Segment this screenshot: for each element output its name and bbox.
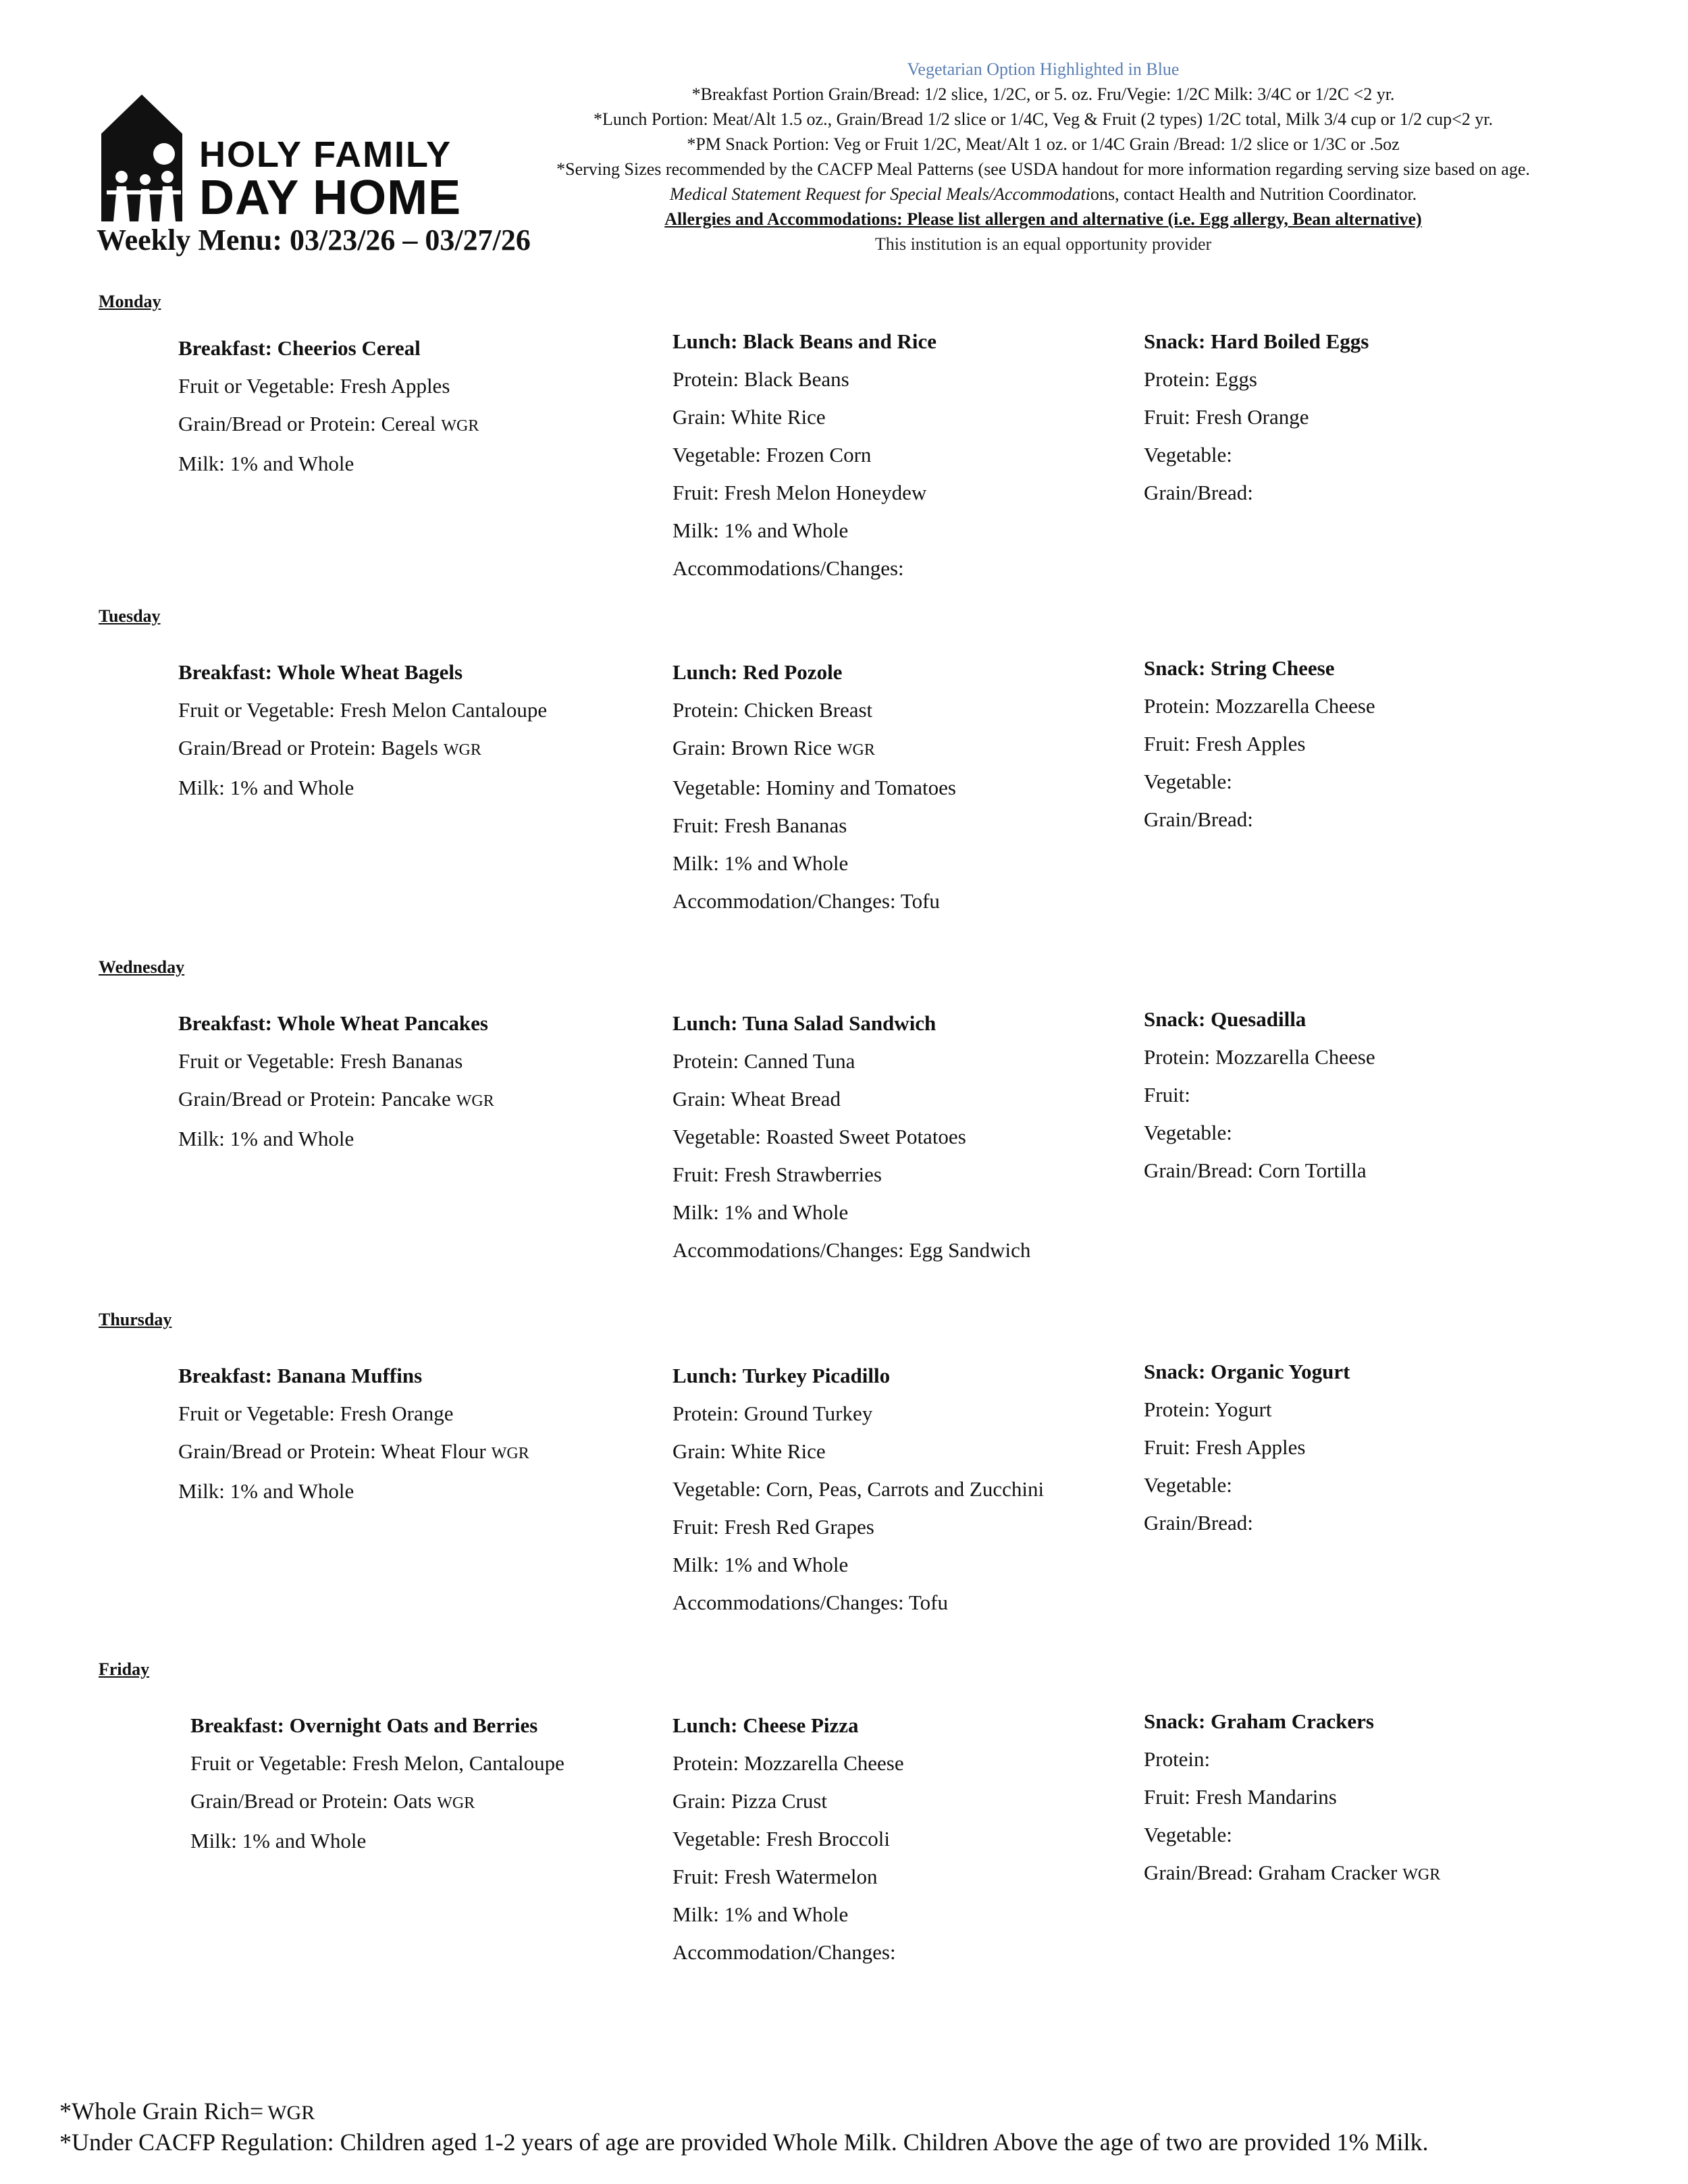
lunch-protein: Protein: Black Beans [672, 367, 849, 391]
lunch-grain-text: Grain: Brown Rice [672, 736, 832, 760]
breakfast-milk: Milk: 1% and Whole [178, 1127, 354, 1150]
lunch-title: Lunch: Tuna Salad Sandwich [672, 1011, 937, 1035]
pm-snack-portion-note: *PM Snack Portion: Veg or Fruit 1/2C, Meat/Alt 1 oz. or 1/4C Grain /Bread: 1/2 slice or 1/3C or .5oz [687, 134, 1400, 154]
lunch-title: Lunch: Red Pozole [672, 660, 843, 684]
lunch-milk: Milk: 1% and Whole [672, 518, 849, 542]
lunch-fruit: Fruit: Fresh Strawberries [672, 1163, 882, 1186]
lunch-accommodations: Accommodations/Changes: [672, 556, 904, 580]
lunch-protein: Protein: Ground Turkey [672, 1402, 873, 1425]
lunch-vegetable: Vegetable: Frozen Corn [672, 443, 872, 467]
friday-breakfast [190, 1707, 564, 1860]
wgr-label: WGR [491, 1445, 529, 1462]
snack-fruit: Fruit: Fresh Orange [1144, 405, 1309, 429]
snack-grain-text: Grain/Bread: Graham Cracker [1144, 1861, 1398, 1884]
equal-opportunity-note: This institution is an equal opportunity provider [874, 234, 1212, 254]
wednesday-snack [1144, 1001, 1375, 1190]
snack-protein: Protein: [1144, 1747, 1211, 1771]
lunch-accommodations: Accommodation/Changes: [672, 1940, 896, 1964]
snack-title: Snack: String Cheese [1144, 656, 1335, 680]
lunch-grain: Grain: Pizza Crust [672, 1789, 828, 1813]
lunch-protein: Protein: Canned Tuna [672, 1049, 855, 1073]
lunch-milk: Milk: 1% and Whole [672, 1902, 849, 1926]
breakfast-grain-text: Grain/Bread or Protein: Oats [190, 1789, 432, 1813]
tuesday-snack [1144, 649, 1375, 838]
breakfast-milk: Milk: 1% and Whole [190, 1829, 367, 1853]
wednesday-lunch [672, 1005, 1030, 1269]
lunch-protein: Protein: Mozzarella Cheese [672, 1751, 904, 1775]
snack-grain [1144, 1854, 1440, 1894]
lunch-fruit: Fruit: Fresh Watermelon [672, 1865, 878, 1888]
wgr-label: WGR [441, 417, 479, 435]
snack-title: Snack: Graham Crackers [1144, 1709, 1374, 1733]
breakfast-title: Breakfast: Cheerios Cereal [178, 336, 421, 360]
breakfast-grain-protein [178, 729, 547, 769]
lunch-title: Lunch: Black Beans and Rice [672, 329, 937, 353]
lunch-title: Lunch: Turkey Picadillo [672, 1364, 891, 1387]
serving-sizes-end-text: ons, contact Health and Nutrition Coordinator. [1090, 184, 1417, 204]
breakfast-title: Breakfast: Whole Wheat Pancakes [178, 1011, 488, 1035]
breakfast-fruit-veg: Fruit or Vegetable: Fresh Melon Cantaloupe [178, 698, 548, 722]
day-label-thursday: Thursday [99, 1310, 172, 1329]
thursday-lunch [672, 1357, 1044, 1622]
lunch-accommodations: Accommodations/Changes: Egg Sandwich [672, 1238, 1031, 1262]
day-label-friday: Friday [99, 1659, 150, 1679]
wgr-label: WGR [1402, 1866, 1441, 1884]
wednesday-breakfast [178, 1005, 494, 1158]
snack-title: Snack: Hard Boiled Eggs [1144, 329, 1369, 353]
wgr-label: WGR [837, 741, 875, 759]
breakfast-grain-text: Grain/Bread or Protein: Pancake [178, 1087, 451, 1111]
lunch-vegetable: Vegetable: Corn, Peas, Carrots and Zucchini [672, 1477, 1045, 1501]
wgr-label: WGR [267, 2102, 315, 2124]
snack-vegetable: Vegetable: [1144, 1473, 1232, 1497]
logo-name-line2: DAY HOME [199, 171, 462, 225]
lunch-vegetable: Vegetable: Hominy and Tomatoes [672, 776, 956, 799]
wgr-label: WGR [437, 1794, 475, 1812]
lunch-milk: Milk: 1% and Whole [672, 851, 849, 875]
friday-lunch [672, 1707, 904, 1971]
lunch-vegetable: Vegetable: Fresh Broccoli [672, 1827, 890, 1850]
lunch-milk: Milk: 1% and Whole [672, 1553, 849, 1576]
thursday-snack [1144, 1353, 1350, 1542]
lunch-grain: Grain: White Rice [672, 1439, 826, 1463]
lunch-grain [672, 729, 956, 769]
friday-snack [1144, 1703, 1440, 1894]
page-title: Weekly Menu: 03/23/26 – 03/27/26 [97, 223, 531, 257]
holy-family-logo [95, 95, 462, 230]
day-label-wednesday: Wednesday [99, 957, 185, 977]
lunch-portion-note: *Lunch Portion: Meat/Alt 1.5 oz., Grain/Bread 1/2 slice or 1/4C, Veg & Fruit (2 types) 1/2C total, Milk 3/4 cup or 1/2 cup<2 yr. [593, 109, 1494, 129]
lunch-accommodations: Accommodations/Changes: Tofu [672, 1591, 948, 1614]
lunch-title: Lunch: Cheese Pizza [672, 1713, 859, 1737]
snack-grain: Grain/Bread: [1144, 1511, 1253, 1535]
wgr-note-text: *Whole Grain Rich= [59, 2098, 264, 2125]
wgr-label: WGR [456, 1092, 494, 1110]
breakfast-title: Breakfast: Whole Wheat Bagels [178, 660, 463, 684]
breakfast-milk: Milk: 1% and Whole [178, 776, 354, 799]
breakfast-grain-protein [178, 1433, 529, 1472]
thursday-breakfast [178, 1357, 529, 1510]
breakfast-grain-protein [178, 405, 479, 445]
serving-sizes-note [554, 157, 1533, 207]
breakfast-grain-text: Grain/Bread or Protein: Cereal [178, 412, 436, 435]
breakfast-milk: Milk: 1% and Whole [178, 1479, 354, 1503]
monday-breakfast [178, 329, 479, 483]
snack-protein: Protein: Eggs [1144, 367, 1257, 391]
footer-wgr-note [59, 2097, 315, 2125]
tuesday-breakfast [178, 654, 547, 807]
day-label-monday: Monday [99, 292, 161, 311]
breakfast-grain-protein [190, 1782, 564, 1822]
tuesday-lunch [672, 654, 956, 920]
snack-protein: Protein: Mozzarella Cheese [1144, 694, 1375, 718]
snack-protein: Protein: Yogurt [1144, 1397, 1272, 1421]
breakfast-portion-note: *Breakfast Portion Grain/Bread: 1/2 slice, 1/2C, or 5. oz. Fru/Vegie: 1/2C Milk: 3/4C or 1/2C <2 yr. [691, 84, 1395, 104]
day-label-tuesday: Tuesday [99, 606, 161, 626]
lunch-vegetable: Vegetable: Roasted Sweet Potatoes [672, 1125, 966, 1148]
snack-protein: Protein: Mozzarella Cheese [1144, 1045, 1375, 1069]
lunch-accommodations: Accommodation/Changes: Tofu [672, 889, 940, 913]
breakfast-grain-text: Grain/Bread or Protein: Wheat Flour [178, 1439, 486, 1463]
snack-fruit: Fruit: Fresh Mandarins [1144, 1785, 1337, 1809]
breakfast-grain-protein [178, 1080, 494, 1120]
breakfast-fruit-veg: Fruit or Vegetable: Fresh Bananas [178, 1049, 463, 1073]
snack-fruit: Fruit: [1144, 1083, 1190, 1107]
lunch-fruit: Fruit: Fresh Bananas [672, 814, 847, 837]
breakfast-title: Breakfast: Overnight Oats and Berries [190, 1713, 538, 1737]
lunch-protein: Protein: Chicken Breast [672, 698, 873, 722]
snack-vegetable: Vegetable: [1144, 1121, 1232, 1144]
allergies-note: Allergies and Accommodations: Please list allergen and alternative (i.e. Egg allergy, Bean alternative) [664, 209, 1422, 229]
breakfast-fruit-veg: Fruit or Vegetable: Fresh Apples [178, 374, 450, 398]
lunch-fruit: Fruit: Fresh Red Grapes [672, 1515, 874, 1539]
lunch-fruit: Fruit: Fresh Melon Honeydew [672, 481, 927, 504]
breakfast-fruit-veg: Fruit or Vegetable: Fresh Orange [178, 1402, 454, 1425]
breakfast-milk: Milk: 1% and Whole [178, 452, 354, 475]
breakfast-title: Breakfast: Banana Muffins [178, 1364, 423, 1387]
wgr-label: WGR [443, 741, 481, 759]
snack-grain: Grain/Bread: [1144, 481, 1253, 504]
footer-cacfp-note: *Under CACFP Regulation: Children aged 1-2 years of age are provided Whole Milk. Children Above the age of two are provided 1% Milk. [59, 2129, 1429, 2156]
lunch-milk: Milk: 1% and Whole [672, 1200, 849, 1224]
house-family-icon [95, 95, 196, 230]
portion-notes [554, 57, 1533, 263]
monday-snack [1144, 323, 1369, 512]
snack-grain: Grain/Bread: [1144, 807, 1253, 831]
snack-vegetable: Vegetable: [1144, 1823, 1232, 1846]
monday-lunch [672, 323, 937, 587]
lunch-grain: Grain: Wheat Bread [672, 1087, 841, 1111]
vegetarian-note: Vegetarian Option Highlighted in Blue [907, 59, 1180, 79]
lunch-grain: Grain: White Rice [672, 405, 826, 429]
snack-vegetable: Vegetable: [1144, 443, 1232, 467]
logo-name-line1: HOLY FAMILY [199, 134, 452, 175]
snack-fruit: Fruit: Fresh Apples [1144, 732, 1306, 755]
snack-title: Snack: Organic Yogurt [1144, 1360, 1350, 1383]
snack-vegetable: Vegetable: [1144, 770, 1232, 793]
medical-statement-text: Medical Statement Request for Special Meals/Accommodati [669, 184, 1091, 204]
snack-title: Snack: Quesadilla [1144, 1007, 1307, 1031]
snack-fruit: Fruit: Fresh Apples [1144, 1435, 1306, 1459]
breakfast-grain-text: Grain/Bread or Protein: Bagels [178, 736, 438, 760]
serving-sizes-text: *Serving Sizes recommended by the CACFP Meal Patterns (see USDA handout for more information regarding serving size based on age. [556, 159, 1530, 179]
breakfast-fruit-veg: Fruit or Vegetable: Fresh Melon, Cantaloupe [190, 1751, 564, 1775]
snack-grain: Grain/Bread: Corn Tortilla [1144, 1158, 1367, 1182]
